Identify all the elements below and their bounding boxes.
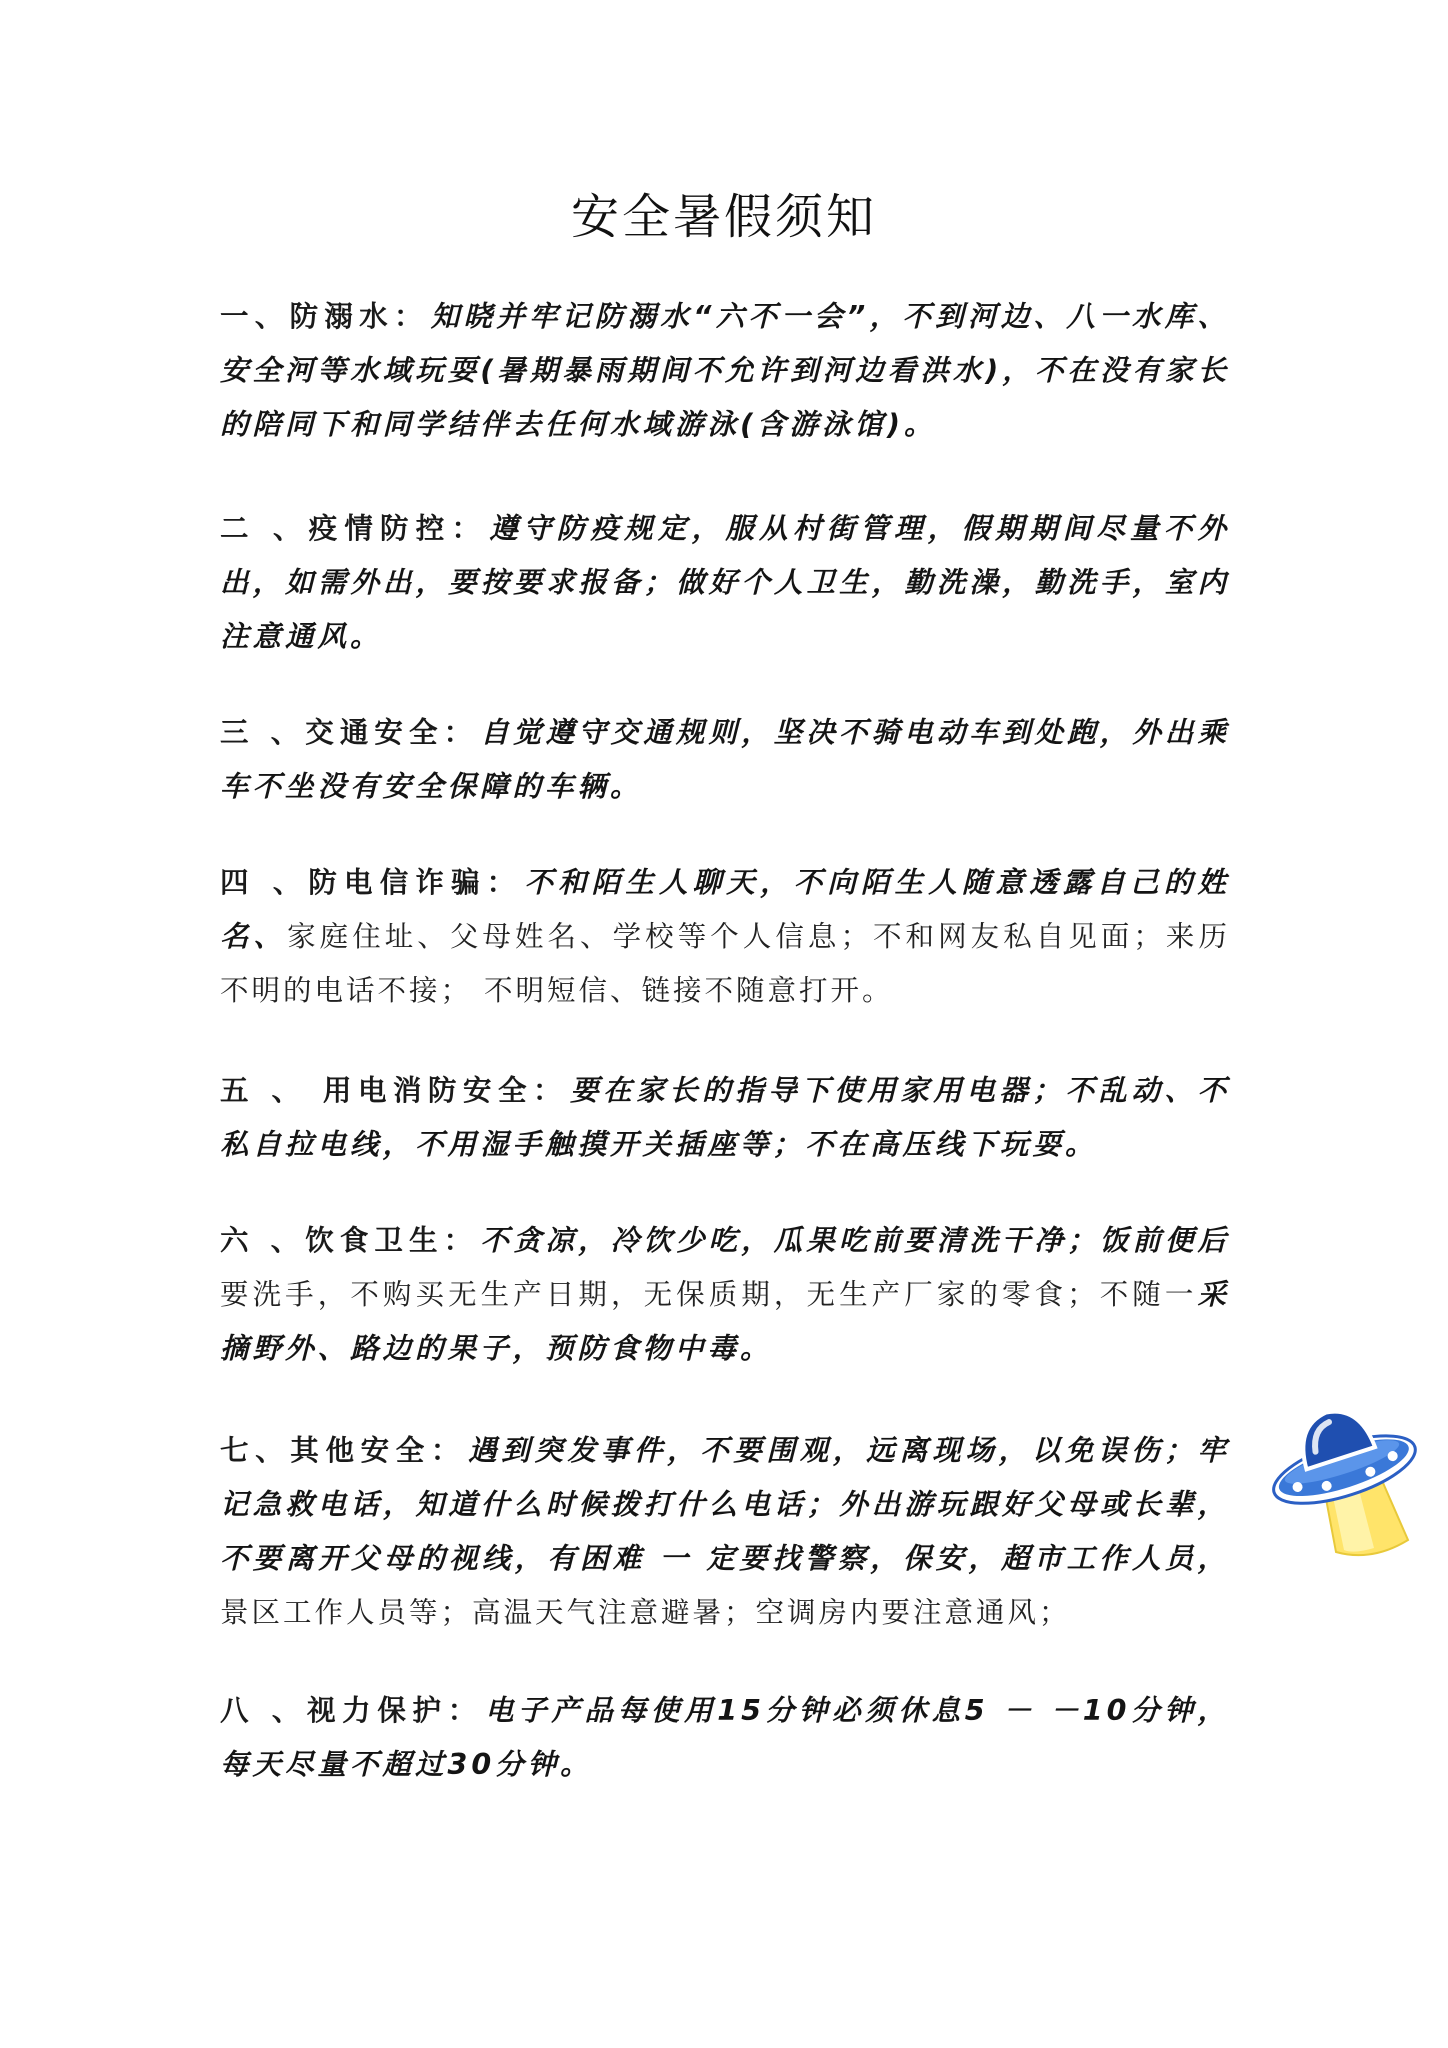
section-text: 遵守防疫规定，服从村街管理，假期期间尽量不外出，如需外出，要按要求报备；做好个人卫生，勤洗澡，勤洗手，室内注意通风。 [220, 512, 1230, 653]
document-title: 安全暑假须知 [570, 189, 877, 245]
section-paragraph [220, 856, 1230, 1018]
section-paragraph [220, 706, 1230, 814]
section-text: 要洗手，不购买无生产日期，无保质期，无生产厂家的零食；不随一 [220, 1278, 1198, 1311]
section-drowning-prevention [220, 290, 1230, 452]
section-heading: 五 、 用电消防安全： [220, 1074, 569, 1107]
section-epidemic-control [220, 502, 1230, 664]
section-paragraph [220, 1684, 1230, 1792]
section-paragraph [220, 1424, 1230, 1640]
section-text: 不和陌生人聊天，不向陌生人随意透露自己的姓名、 [220, 866, 1230, 953]
section-paragraph [220, 290, 1230, 452]
section-telecom-fraud [220, 856, 1230, 1018]
section-text: 采摘野外、路边的果子，预防食物中毒。 [220, 1278, 1230, 1365]
section-paragraph [220, 502, 1230, 664]
section-other-safety [220, 1424, 1230, 1640]
section-heading: 七、其他安全： [220, 1434, 467, 1467]
section-text: 自觉遵守交通规则，坚决不骑电动车到处跑，外出乘车不坐没有安全保障的车辆。 [220, 716, 1230, 803]
ufo-sticker-icon [1262, 1392, 1434, 1564]
section-heading: 八 、视力保护： [220, 1694, 483, 1727]
section-heading: 三 、交通安全： [220, 716, 479, 749]
section-text: 不贪凉，冷饮少吃，瓜果吃前要清洗干净；饭前便后 [480, 1224, 1230, 1257]
section-heading: 一、防溺水： [220, 300, 429, 333]
section-heading: 四 、防电信诈骗： [220, 866, 523, 899]
section-electric-fire-safety [220, 1064, 1230, 1172]
section-text: 要在家长的指导下使用家用电器；不乱动、不私自拉电线，不用湿手触摸开关插座等；不在高压线下玩耍。 [220, 1074, 1230, 1161]
section-text: 景区工作人员等；高温天气注意避暑；空调房内要注意通风； [220, 1596, 1071, 1629]
section-text: 遇到突发事件，不要围观，远离现场，以免误伤；牢记急救电话，知道什么时候拨打什么电话；外出游玩跟好父母或长辈，不要离开父母的视线，有困难 一 定要找警察，保安，超市工作人员， [220, 1434, 1230, 1575]
section-paragraph [220, 1214, 1230, 1376]
section-heading: 六 、饮食卫生： [220, 1224, 479, 1257]
section-text: 知晓并牢记防溺水“六不一会”，不到河边、八一水库、安全河等水域玩耍(暑期暴雨期间不允许到河边看洪水)，不在没有家长的陪同下和同学结伴去任何水域游泳(含游泳馆)。 [220, 300, 1230, 441]
section-vision-protection [220, 1684, 1230, 1792]
section-text: 电子产品每使用15分钟必须休息5 － －10分钟，每天尽量不超过30分钟。 [220, 1694, 1230, 1781]
section-text: 家庭住址、父母姓名、学校等个人信息；不和网友私自见面；来历不明的电话不接； 不明短信、链接不随意打开。 [220, 920, 1230, 1007]
section-heading: 二 、疫情防控： [220, 512, 488, 545]
section-paragraph [220, 1064, 1230, 1172]
section-traffic-safety [220, 706, 1230, 814]
section-food-hygiene [220, 1214, 1230, 1376]
